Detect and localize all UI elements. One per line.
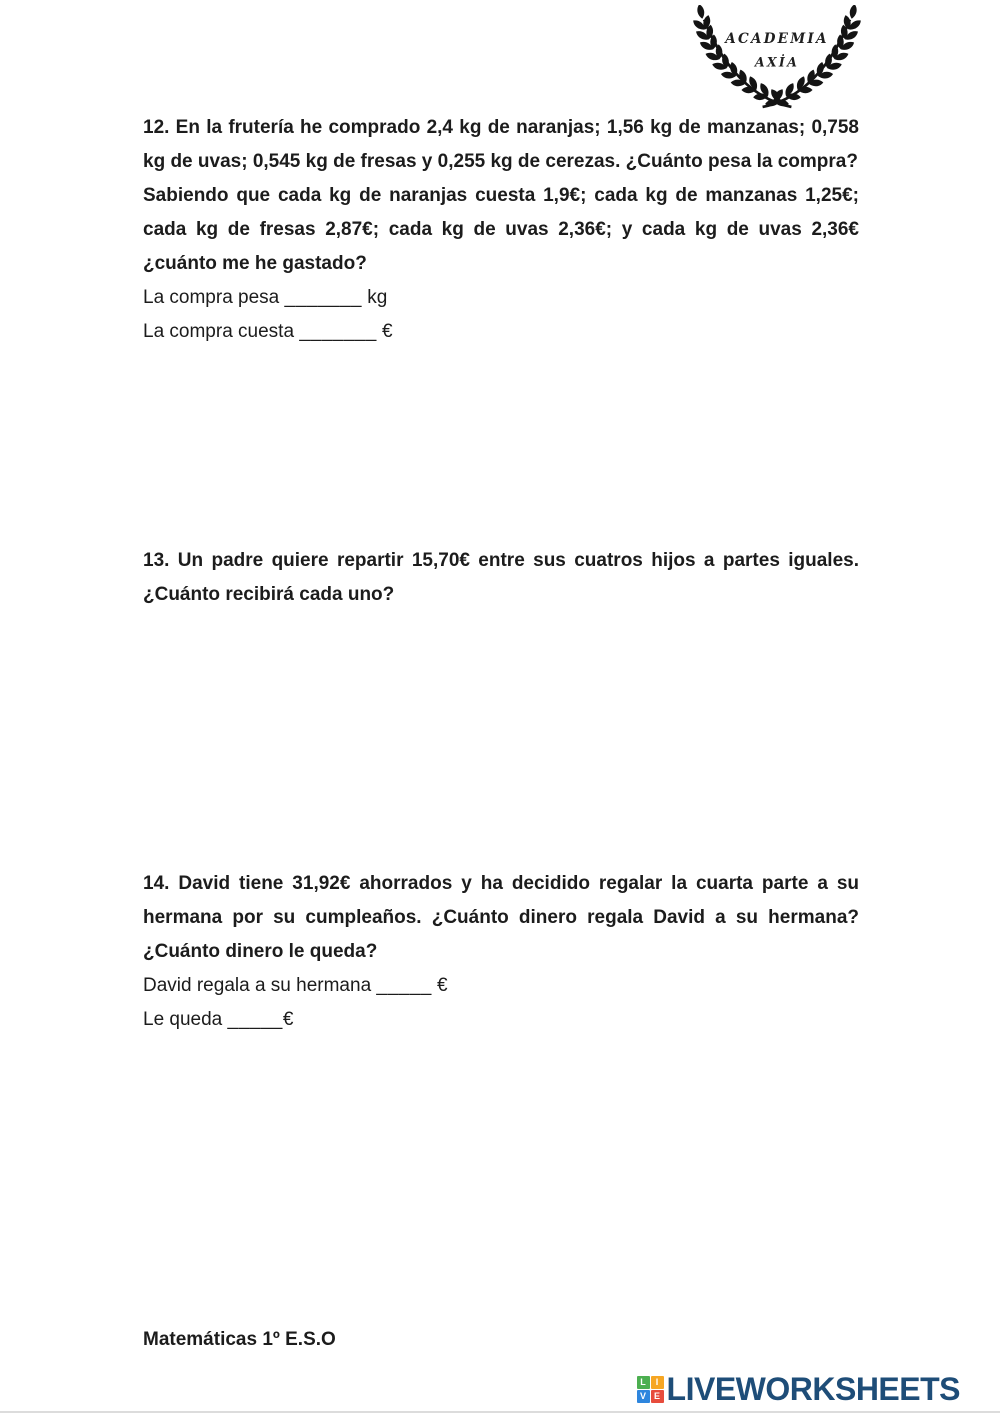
problem-14-answer-line-1: [143, 969, 859, 1003]
problem-14: [143, 867, 859, 1037]
answer-unit: €: [431, 975, 448, 996]
answer-blank[interactable]: _______: [299, 321, 377, 342]
answer-blank[interactable]: _______: [284, 287, 362, 308]
problem-12: [143, 111, 859, 349]
answer-unit: kg: [362, 287, 388, 308]
problem-12-answer-line-2: [143, 315, 859, 349]
answer-unit: €: [376, 321, 393, 342]
answer-label: La compra cuesta: [143, 321, 300, 342]
brand-tile-e: E: [651, 1390, 664, 1403]
answer-blank[interactable]: _____: [376, 975, 432, 996]
course-label: Matemáticas 1º E.S.O: [143, 1329, 336, 1350]
academia-axia-logo: [687, 5, 867, 109]
problem-12-statement-2: Sabiendo que cada kg de naranjas cuesta 1,9€; cada kg de manzanas 1,25€; cada kg de fresas 2,87€; cada kg de uvas 2,36€; y cada kg de uvas 2,36€ ¿cuánto me he gastado?: [143, 185, 859, 274]
answer-label: La compra pesa: [143, 287, 285, 308]
liveworksheets-logo[interactable]: [637, 1371, 960, 1407]
answer-label: Le queda: [143, 1009, 228, 1030]
problem-13: [143, 544, 859, 612]
brand-tile-l: L: [637, 1376, 650, 1389]
liveworksheets-icon: [637, 1376, 664, 1403]
logo-text-axia: AXİA: [754, 54, 800, 70]
answer-label: David regala a su hermana: [143, 975, 377, 996]
answer-unit: €: [282, 1009, 294, 1030]
problem-12-statement-1: 12. En la frutería he comprado 2,4 kg de naranjas; 1,56 kg de manzanas; 0,758 kg de uvas; 0,545 kg de fresas y 0,255 kg de cerezas. ¿Cuánto pesa la compra?: [143, 117, 859, 172]
problem-14-answer-line-2: [143, 1003, 859, 1037]
answer-blank[interactable]: _____: [227, 1009, 283, 1030]
problem-13-statement-1: 13. Un padre quiere repartir 15,70€ entre sus cuatros hijos a partes iguales. ¿Cuánto recibirá cada uno?: [143, 550, 859, 605]
problem-14-statement-1: 14. David tiene 31,92€ ahorrados y ha decidido regalar la cuarta parte a su hermana por su cumpleaños. ¿Cuánto dinero regala David a su hermana? ¿Cuánto dinero le queda?: [143, 873, 859, 962]
brand-tile-v: V: [637, 1390, 650, 1403]
problem-12-answer-line-1: [143, 281, 859, 315]
logo-text-academia: ACADEMIA: [725, 31, 829, 48]
brand-tile-i: I: [651, 1376, 664, 1389]
brand-wordmark: LIVEWORKSHEETS: [666, 1371, 960, 1407]
